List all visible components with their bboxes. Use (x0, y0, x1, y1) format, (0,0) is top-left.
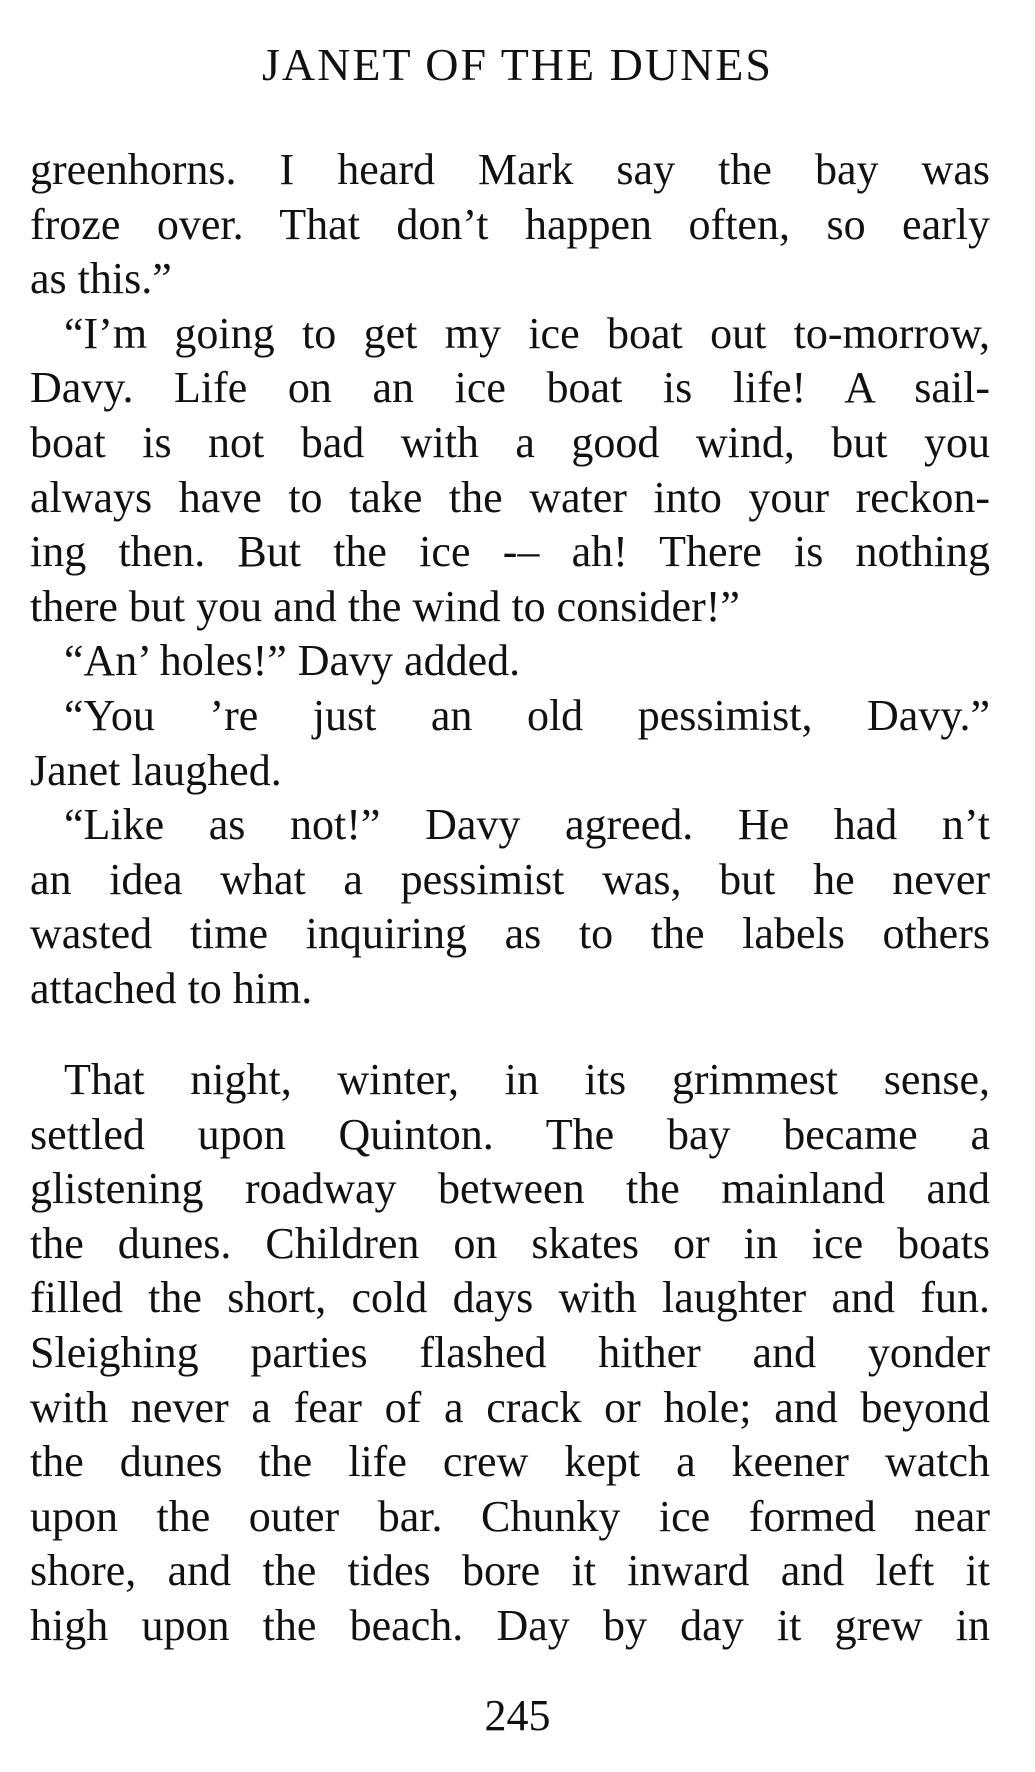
text-block-lower (30, 1053, 990, 1654)
text-line: always have to take the water into your reckon- (30, 472, 990, 522)
text-line: settled upon Quinton. The bay became a (30, 1109, 990, 1159)
text-line: Janet laughed. (30, 745, 282, 795)
text-line: as this.” (30, 254, 172, 304)
text-line: greenhorns. I heard Mark say the bay was (30, 145, 990, 194)
text-line: upon the outer bar. Chunky ice formed near (30, 1491, 990, 1541)
text-line: ing then. But the ice -– ah! There is nothing (30, 527, 990, 577)
text-line: with never a fear of a crack or hole; and beyond (30, 1382, 990, 1432)
text-line: the dunes the life crew kept a keener watch (30, 1437, 990, 1487)
text-line: froze over. That don’t happen often, so early (30, 199, 990, 249)
text-line: there but you and the wind to consider!” (30, 581, 740, 631)
text-line: boat is not bad with a good wind, but you (30, 417, 990, 467)
text-line: That night, winter, in its grimmest sense, (64, 1055, 990, 1104)
text-line: filled the short, cold days with laughter and fun. (30, 1273, 990, 1323)
page-number: 245 (484, 1691, 551, 1740)
text-line: attached to him. (30, 963, 313, 1013)
text-line: Davy. Life on an ice boat is life! A sail- (30, 363, 990, 413)
text-block-upper (30, 143, 990, 1017)
text-line: “An’ holes!” Davy added. (64, 636, 521, 686)
text-line: an idea what a pessimist was, but he never (30, 854, 990, 904)
text-line: “Like as not!” Davy agreed. He had n’t (64, 800, 990, 850)
text-line: shore, and the tides bore it inward and left it (30, 1546, 990, 1596)
text-line: “I’m going to get my ice boat out to-morrow, (64, 308, 990, 358)
text-line: high upon the beach. Day by day it grew in (30, 1600, 990, 1650)
text-line: the dunes. Children on skates or in ice boats (30, 1218, 990, 1268)
running-title: JANET OF THE DUNES (262, 39, 773, 90)
text-line: wasted time inquiring as to the labels others (30, 909, 990, 959)
text-line: glistening roadway between the mainland and (30, 1164, 990, 1214)
text-line: Sleighing parties flashed hither and yonder (30, 1327, 990, 1377)
text-line: “You ’re just an old pessimist, Davy.” (64, 690, 990, 740)
